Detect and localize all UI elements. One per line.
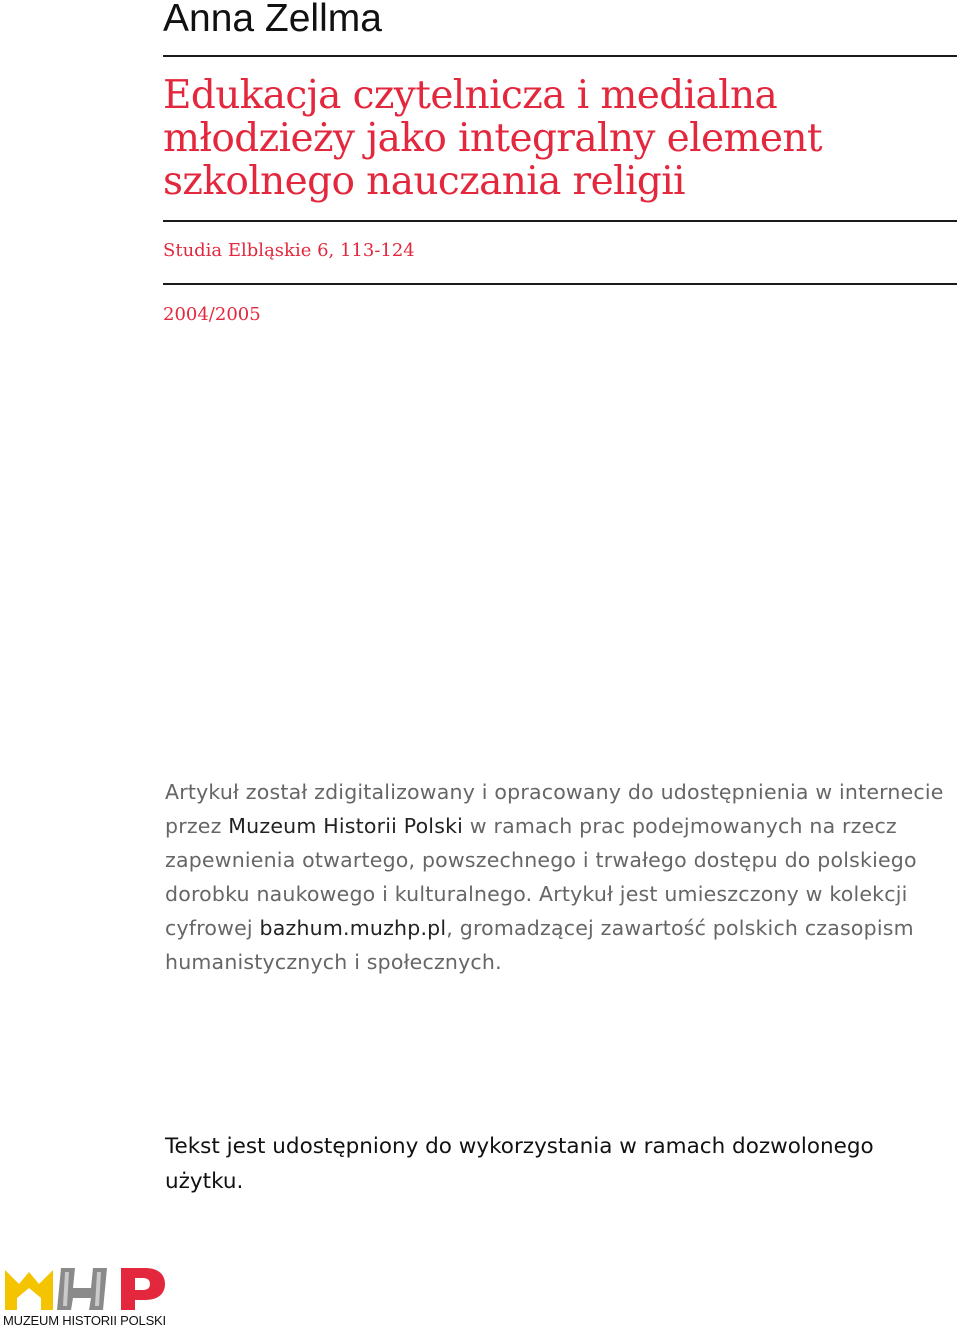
digitization-notice [165, 775, 945, 979]
publication-year: 2004/2005 [163, 304, 261, 325]
museum-logo-mark-icon [3, 1262, 167, 1314]
license-statement: Tekst jest udostępniony do wykorzystania w ramach dozwolonego użytku. [165, 1134, 874, 1194]
museum-name: Muzeum Historii Polski [228, 814, 464, 838]
title-top-rule [163, 55, 957, 57]
title-line-2: młodzieży jako integralny element [163, 116, 822, 161]
title-bottom-rule [163, 220, 957, 222]
source-citation: Studia Elbląskie 6, 113-124 [163, 240, 415, 261]
museum-logo [3, 1262, 167, 1330]
notice-text-3: , gromadzącej zawartość polskich czasopism humanistycznych i społecznych. [165, 916, 914, 974]
logo-p-shape [121, 1268, 165, 1310]
article-title [163, 74, 953, 203]
logo-wordmark: MUZEUM HISTORII POLSKI [3, 1313, 166, 1328]
author-name: Anna Zellma [163, 0, 382, 40]
notice-text-1: Artykuł został zdigitalizowany i opracowany do udostępnienia w internecie przez [165, 780, 944, 838]
source-rule [163, 283, 957, 285]
title-line-1: Edukacja czytelnicza i medialna [163, 73, 778, 118]
collection-site: bazhum.muzhp.pl [259, 916, 447, 940]
notice-text-2: w ramach prac podejmowanych na rzecz zapewnienia otwartego, powszechnego i trwałego dostępu do polskiego dorobku naukowego i kulturalnego. Artykuł jest umieszczony w kolekcji cyfrowej [165, 814, 917, 940]
title-line-3: szkolnego nauczania religii [163, 159, 685, 204]
